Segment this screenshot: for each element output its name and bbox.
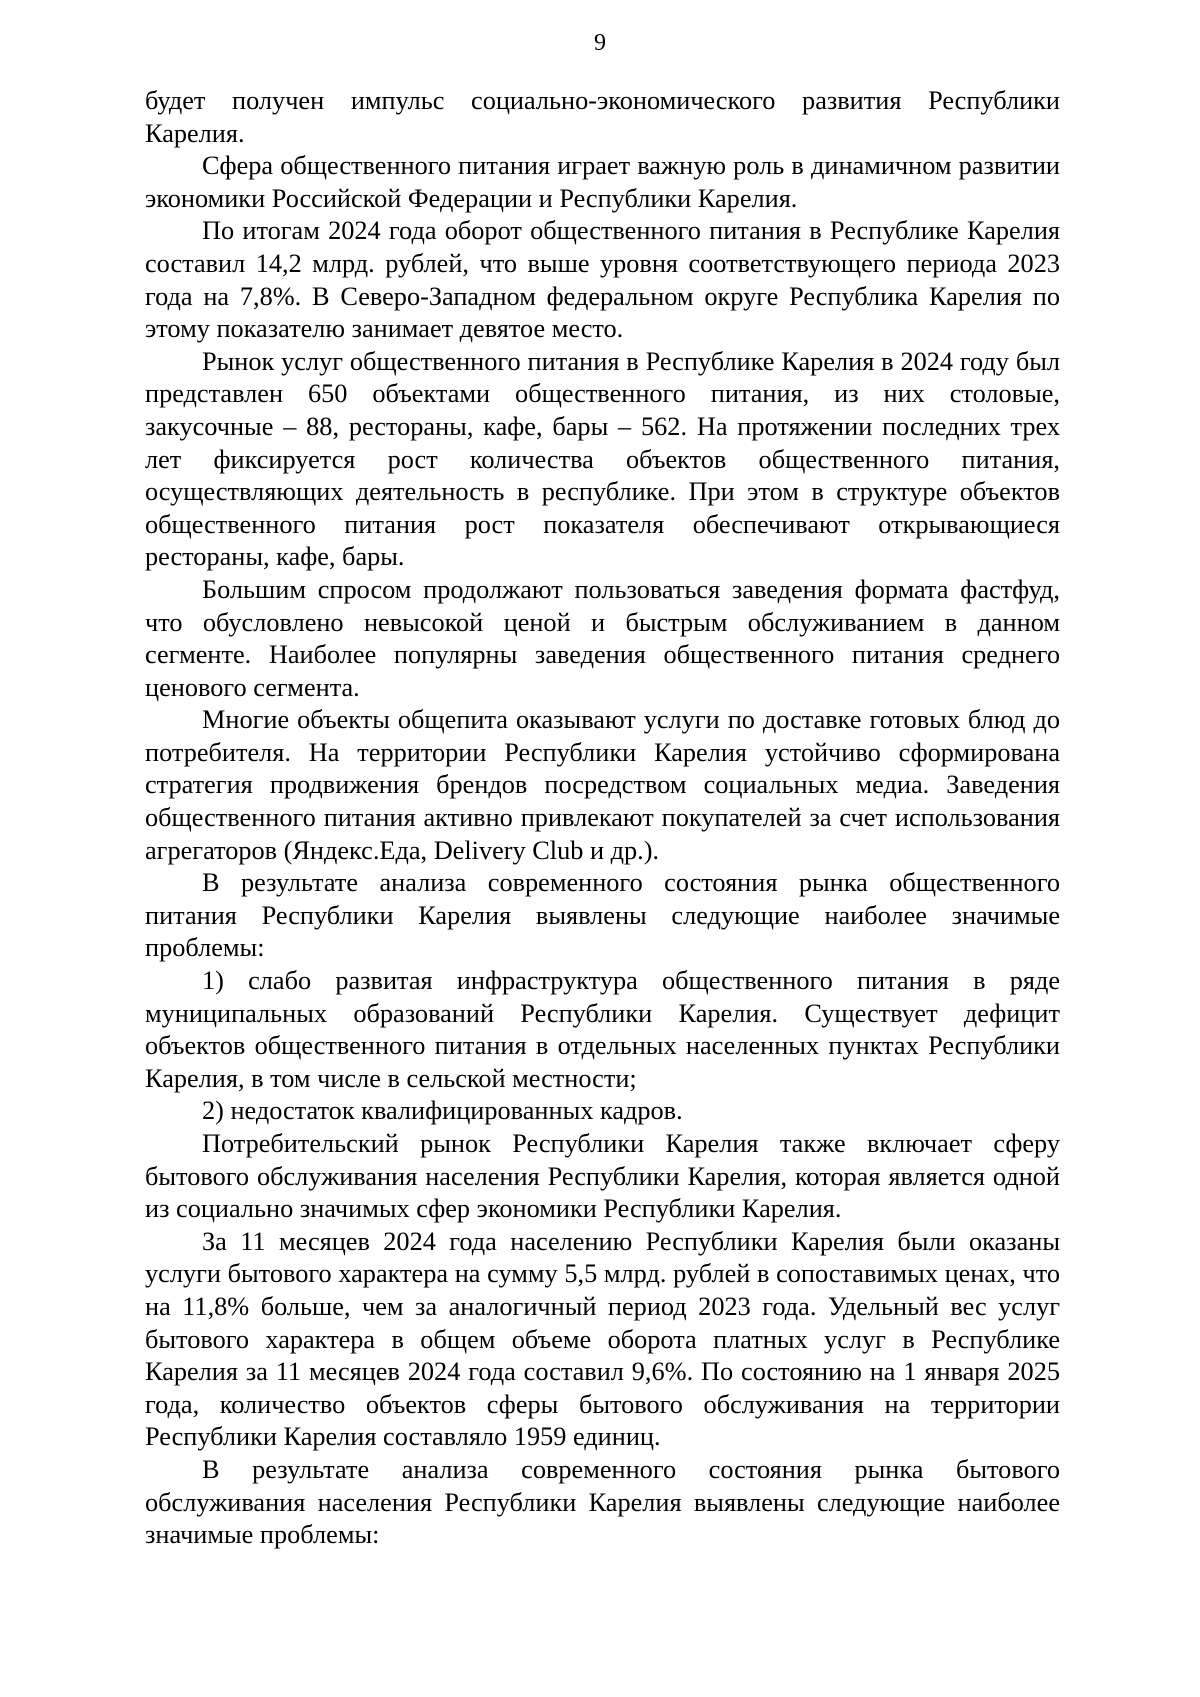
- paragraph: За 11 месяцев 2024 года населению Республики Карелия были оказаны услуги бытового характера на сумму 5,5 млрд. рублей в сопоставимых ценах, что на 11,8% больше, чем за аналогичный период 2023 года. Удельный вес услуг бытового характера в общем объеме оборота платных услуг в Республике Карелия за 11 месяцев 2024 года составил 9,6%. По состоянию на 1 января 2025 года, количество объектов сферы бытового обслуживания на территории Республики Карелия составляло 1959 единиц.: [145, 1226, 1060, 1452]
- paragraph: Многие объекты общепита оказывают услуги по доставке готовых блюд до потребителя. На территории Республики Карелия устойчиво сформирована стратегия продвижения брендов посредством социальных медиа. Заведения общественного питания активно привлекают покупателей за счет использования агрегаторов (Яндекс.Еда, Delivery Club и др.).: [145, 705, 1060, 865]
- paragraph: Потребительский рынок Республики Карелия также включает сферу бытового обслуживания населения Республики Карелия, которая является одной из социально значимых сфер экономики Республики Карелия.: [145, 1129, 1060, 1224]
- paragraph-continuation: будет получен импульс социально-экономического развития Республики Карелия.: [145, 86, 1060, 148]
- paragraph: Рынок услуг общественного питания в Республике Карелия в 2024 году был представлен 650 объектами общественного питания, из них столовые, закусочные – 88, рестораны, кафе, бары – 562. На протяжении последних трех лет фиксируется рост количества объектов общественного питания, осуществляющих деятельность в республике. При этом в структуре объектов общественного питания рост показателя обеспечивают открывающиеся рестораны, кафе, бары.: [145, 346, 1060, 572]
- paragraph: По итогам 2024 года оборот общественного питания в Республике Карелия составил 14,2 млрд. рублей, что выше уровня соответствующего периода 2023 года на 7,8%. В Северо-Западном федеральном округе Республика Карелия по этому показателю занимает девятое место.: [145, 216, 1060, 344]
- list-item: 2) недостаток квалифицированных кадров.: [202, 1096, 683, 1126]
- paragraph: В результате анализа современного состояния рынка общественного питания Республики Карелия выявлены следующие наиболее значимые проблемы:: [145, 868, 1060, 963]
- paragraph: Сфера общественного питания играет важную роль в динамичном развитии экономики Российской Федерации и Республики Карелия.: [145, 151, 1060, 213]
- paragraph: В результате анализа современного состояния рынка бытового обслуживания населения Республики Карелия выявлены следующие наиболее значимые проблемы:: [145, 1454, 1060, 1550]
- paragraph: Большим спросом продолжают пользоваться заведения формата фастфуд, что обусловлено невысокой ценой и быстрым обслуживанием в данном сегменте. Наиболее популярны заведения общественного питания среднего ценового сегмента.: [145, 574, 1060, 702]
- list-item: 1) слабо развитая инфраструктура общественного питания в ряде муниципальных образований Республики Карелия. Существует дефицит объектов общественного питания в отдельных населенных пунктах Республики Карелия, в том числе в сельской местности;: [145, 966, 1060, 1093]
- document-body: [145, 85, 1060, 1552]
- page-number: 9: [594, 30, 606, 56]
